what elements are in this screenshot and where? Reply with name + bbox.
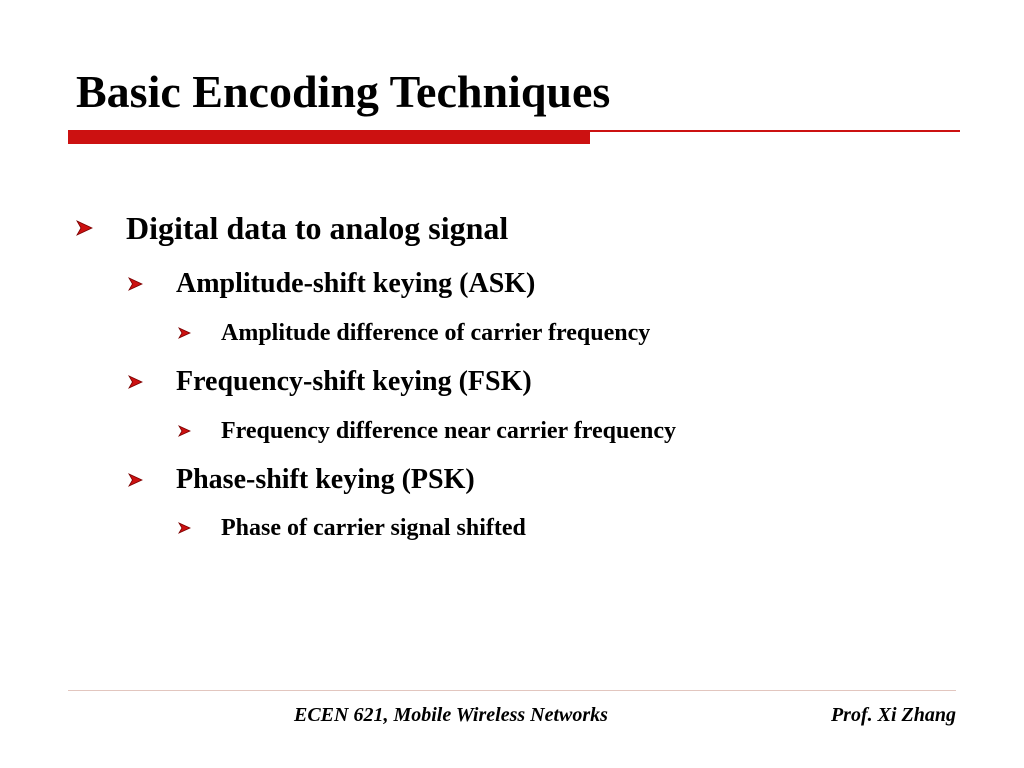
arrow-bullet-icon — [128, 375, 143, 389]
bullet-text: Phase-shift keying (PSK) — [176, 464, 475, 495]
bullet-ask — [128, 266, 535, 302]
bullet-text: Amplitude difference of carrier frequency — [221, 320, 651, 346]
bullet-ask-detail — [178, 318, 650, 348]
footer-course-label: ECEN 621, Mobile Wireless Networks — [294, 704, 608, 726]
bullet-text: Phase of carrier signal shifted — [221, 515, 526, 541]
bullet-fsk — [128, 364, 532, 400]
bullet-text: Frequency difference near carrier frequency — [221, 418, 676, 444]
arrow-bullet-icon — [178, 522, 191, 534]
arrow-bullet-icon — [178, 327, 191, 339]
footer-divider — [68, 690, 956, 691]
bullet-text: Digital data to analog signal — [126, 210, 509, 246]
slide-title: Basic Encoding Techniques — [76, 66, 611, 117]
bullet-fsk-detail — [178, 416, 676, 446]
bullet-psk — [128, 462, 475, 498]
bullet-psk-detail — [178, 513, 526, 543]
title-divider-thick — [68, 131, 590, 144]
arrow-bullet-icon — [128, 473, 143, 487]
bullet-digital-to-analog — [76, 208, 508, 248]
footer-author-label: Prof. Xi Zhang — [830, 704, 956, 726]
arrow-bullet-icon — [128, 277, 143, 291]
bullet-text: Frequency-shift keying (FSK) — [176, 366, 532, 397]
arrow-bullet-icon — [178, 425, 191, 437]
bullet-text: Amplitude-shift keying (ASK) — [176, 268, 536, 299]
arrow-bullet-icon — [76, 220, 93, 236]
